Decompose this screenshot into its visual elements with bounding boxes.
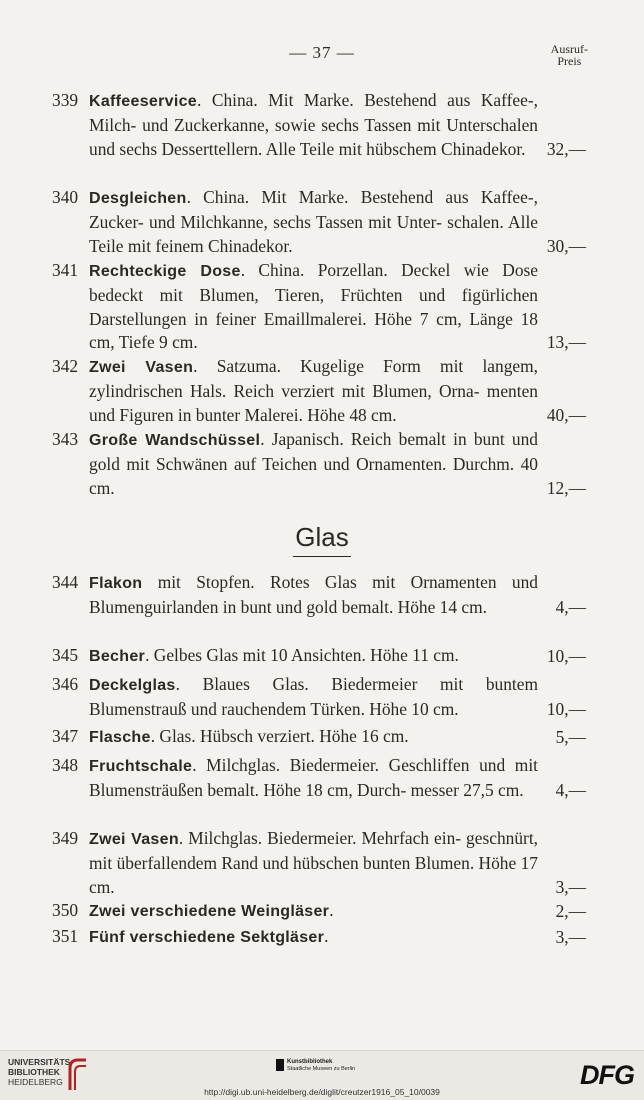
catalog-entry bbox=[52, 925, 586, 950]
catalog-entry bbox=[52, 355, 586, 427]
entry-text: . Glas. Hübsch verziert. Höhe 16 cm. bbox=[150, 726, 409, 746]
entry-title: Zwei Vasen bbox=[89, 359, 194, 376]
entry-number: 345 bbox=[52, 645, 79, 665]
entry-price: 32,— bbox=[546, 138, 586, 159]
entry-number: 342 bbox=[52, 356, 79, 376]
catalog-entry bbox=[52, 89, 586, 161]
ub-line-3: HEIDELBERG bbox=[8, 1077, 63, 1087]
ub-line-1: UNIVERSITÄTS- bbox=[8, 1057, 74, 1067]
entry-text: . Milchglas. Biedermeier. Mehrfach ein- geschnürt, mit überfallendem Rand und hübschen bunten Blumen. Höhe 17 cm. bbox=[89, 828, 539, 897]
entry-number: 347 bbox=[52, 726, 79, 746]
catalog-entry bbox=[52, 827, 586, 899]
entry-number: 351 bbox=[52, 926, 79, 946]
entry-title: Desgleichen bbox=[89, 190, 187, 207]
kunstbibliothek-mark-icon bbox=[276, 1059, 284, 1071]
entry-number: 350 bbox=[52, 900, 79, 920]
entry-price: 4,— bbox=[555, 596, 586, 617]
entry-price: 4,— bbox=[555, 779, 586, 800]
section-underline bbox=[293, 556, 351, 557]
entry-price: 3,— bbox=[555, 927, 586, 947]
entry-price: 5,— bbox=[555, 727, 586, 747]
entry-text: . Japanisch. Reich bemalt in bunt und gold mit Schwänen auf Teichen und Ornamenten. Durchm. 40 cm. bbox=[89, 429, 538, 498]
catalog-entry bbox=[52, 259, 586, 355]
catalog-entry bbox=[52, 571, 586, 620]
entry-number: 348 bbox=[52, 755, 79, 775]
entry-title: Zwei verschiedene Weingläser bbox=[89, 903, 330, 920]
entry-price: 2,— bbox=[555, 901, 586, 921]
entry-text: . China. Mit Marke. Bestehend aus Kaffee-, Milch- und Zuckerkanne, sowie sechs Tassen mit Unterschalen und sechs Desserttellern. Alle Teile mit hübschem Chinadekor. bbox=[89, 90, 538, 159]
entry-price: 12,— bbox=[546, 477, 586, 498]
entry-text: . Blaues Glas. Biedermeier mit buntem Blumenstrauß und rauchendem Türken. Höhe 10 cm. bbox=[89, 674, 538, 719]
catalog-entry bbox=[52, 644, 586, 669]
kb-line-1: Kunstbibliothek bbox=[287, 1059, 333, 1065]
entry-text: . China. Porzellan. Deckel wie Dose bedeckt mit Blumen, Tieren, Früchten und figürlichen Darstellungen in feiner Emaillmalerei. Höhe 7 cm, Länge 18 cm, Tiefe 9 cm. bbox=[89, 260, 538, 353]
entry-number: 343 bbox=[52, 429, 79, 449]
entry-title: Fünf verschiedene Sektgläser bbox=[89, 929, 325, 946]
digitization-footer bbox=[0, 1050, 644, 1100]
entry-text: . bbox=[324, 926, 329, 946]
page-number: — 37 — bbox=[289, 43, 355, 62]
catalog-entry bbox=[52, 754, 586, 803]
entry-price: 13,— bbox=[546, 332, 586, 353]
entry-text: . bbox=[329, 900, 334, 920]
entry-number: 344 bbox=[52, 572, 79, 592]
entry-title: Deckelglas bbox=[89, 677, 176, 694]
dfg-logo[interactable]: DFG bbox=[580, 1060, 634, 1090]
price-column-header bbox=[551, 43, 588, 67]
entry-title: Rechteckige Dose bbox=[89, 263, 241, 280]
entry-price: 3,— bbox=[555, 876, 586, 897]
entry-number: 339 bbox=[52, 90, 79, 110]
entry-number: 340 bbox=[52, 187, 79, 207]
kb-line-2: Staatliche Museen zu Berlin bbox=[287, 1066, 356, 1072]
entry-number: 341 bbox=[52, 260, 79, 280]
entry-text: . Gelbes Glas mit 10 Ansichten. Höhe 11 cm. bbox=[145, 645, 459, 665]
section-heading: Glas bbox=[295, 522, 349, 552]
entry-title: Flasche bbox=[89, 729, 151, 746]
entry-price: 40,— bbox=[546, 404, 586, 425]
entry-title: Zwei Vasen bbox=[89, 831, 179, 848]
entry-price: 10,— bbox=[546, 698, 586, 719]
entry-text: . China. Mit Marke. Bestehend aus Kaffee-, Zucker- und Milchkanne, sechs Tassen mit Unter- schalen. Alle Teile mit feinem Chinadekor. bbox=[89, 187, 538, 256]
catalog-entry bbox=[52, 428, 586, 500]
university-library-logo-text[interactable] bbox=[8, 1057, 73, 1087]
source-url[interactable]: http://digi.ub.uni-heidelberg.de/diglit/creutzer1916_05_10/0039 bbox=[204, 1087, 440, 1097]
catalog-entry bbox=[52, 899, 586, 924]
entry-text: . Milchglas. Biedermeier. Geschliffen und mit Blumensträußen bemalt. Höhe 18 cm, Durch- messer 27,5 cm. bbox=[89, 755, 538, 800]
entry-title: Große Wandschüssel bbox=[89, 432, 261, 449]
kunstbibliothek-logo-text[interactable] bbox=[287, 1059, 355, 1073]
catalog-entry bbox=[52, 725, 586, 750]
ub-line-2: BIBLIOTHEK bbox=[8, 1067, 60, 1077]
price-label-line-1: Ausruf- bbox=[550, 42, 588, 56]
entry-title: Kaffeeservice bbox=[89, 93, 197, 110]
entry-price: 30,— bbox=[546, 235, 586, 256]
entry-title: Fruchtschale bbox=[89, 758, 193, 775]
catalog-entry bbox=[52, 673, 586, 722]
entry-text: . Satzuma. Kugelige Form mit langem, zylindrischen Hals. Reich verziert mit Blumen, Orna- menten und Figuren in bunter Malerei. Höhe 48 cm. bbox=[89, 356, 538, 425]
entry-price: 10,— bbox=[546, 646, 586, 666]
entry-number: 346 bbox=[52, 674, 79, 694]
entry-text: mit Stopfen. Rotes Glas mit Ornamenten und Blumenguirlanden in bunt und gold bemalt. Höhe 14 cm. bbox=[89, 572, 538, 617]
catalog-entry bbox=[52, 186, 586, 258]
entry-title: Flakon bbox=[89, 575, 143, 592]
entry-number: 349 bbox=[52, 828, 79, 848]
entry-title: Becher bbox=[89, 648, 146, 665]
price-label-line-2: Preis bbox=[557, 54, 582, 68]
